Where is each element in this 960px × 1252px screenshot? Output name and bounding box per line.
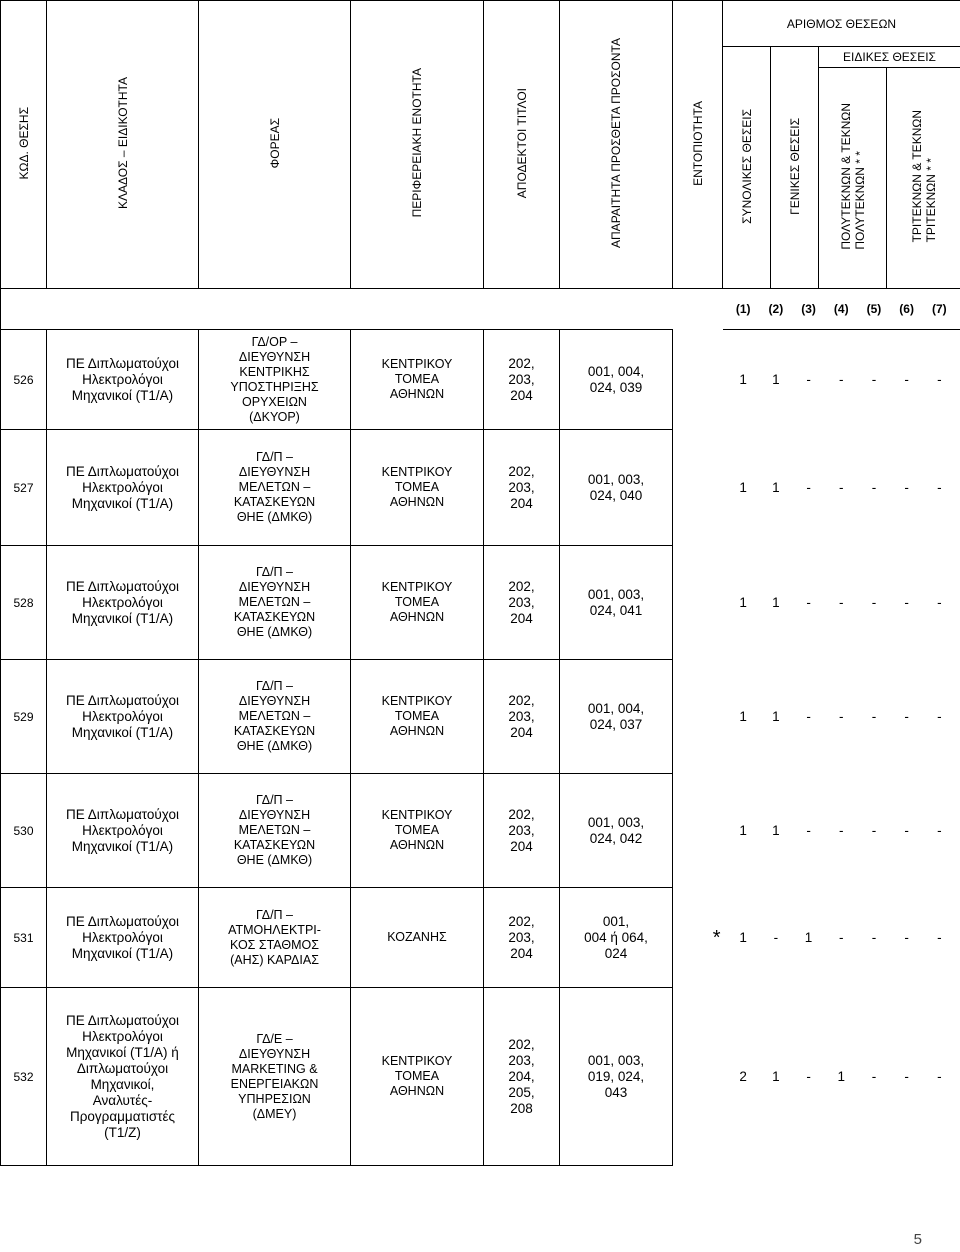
count-value: -: [871, 480, 877, 495]
perifereia-cell-line: ΑΘΗΝΩΝ: [389, 1084, 445, 1098]
counts-group: [723, 823, 960, 838]
prosonta-cell-line: 024, 037: [589, 716, 643, 732]
header-polyteknon-line2: ΠΟΛΥΤΕΚΝΩΝ * *: [852, 151, 867, 250]
count-value: -: [839, 595, 844, 610]
count-value: -: [904, 1069, 909, 1084]
perifereia-cell: [351, 888, 484, 988]
counts-cell: [723, 546, 960, 660]
titloi-cell-line: 204: [510, 387, 533, 403]
entopiotita-cell: [673, 430, 723, 546]
prosonta-cell-line: 024, 040: [589, 487, 643, 503]
titloi-cell-line: 204,: [508, 1068, 535, 1084]
prosonta-cell-line: 004 ή 064,: [584, 929, 648, 945]
klados-cell: [47, 546, 199, 660]
counts-group: [723, 480, 960, 495]
count-value: 1: [739, 709, 747, 724]
perifereia-cell-line: ΑΘΗΝΩΝ: [389, 610, 445, 624]
klados-cell: [47, 430, 199, 546]
foreas-cell-line: ΜΕΛΕΤΩΝ –: [238, 595, 311, 609]
klados-cell-line: Μηχανικοί (Τ1/Α) ή: [66, 1044, 179, 1060]
table-row: [1, 888, 960, 988]
klados-cell-line: Μηχανικοί (Τ1/Α): [71, 838, 174, 854]
header-genikes: ΓΕΝΙΚΕΣ ΘΕΣΕΙΣ: [771, 47, 819, 289]
count-value: 1: [739, 823, 747, 838]
page-number: 5: [913, 1231, 922, 1248]
count-value: -: [839, 709, 844, 724]
prosonta-cell: [560, 888, 673, 988]
klados-cell-line: Ηλεκτρολόγοι: [82, 708, 163, 724]
foreas-cell: [199, 660, 351, 774]
count-value: 1: [772, 480, 780, 495]
column-numbers-spacer: [1, 289, 723, 330]
klados-cell-line: ΠΕ Διπλωματούχοι: [65, 806, 180, 822]
column-number: (4): [833, 302, 849, 316]
klados-cell: [47, 888, 199, 988]
perifereia-cell-line: ΚΕΝΤΡΙΚΟΥ: [381, 357, 453, 371]
table-row: [1, 330, 960, 430]
count-value: -: [806, 372, 811, 388]
count-value: -: [839, 930, 844, 945]
prosonta-cell-line: 001, 003,: [587, 1052, 645, 1068]
count-value: 1: [772, 372, 780, 388]
klados-cell: [47, 660, 199, 774]
foreas-cell-line: ΜΕΛΕΤΩΝ –: [238, 823, 311, 837]
header-foreas: ΦΟΡΕΑΣ: [199, 1, 351, 289]
titloi-cell-line: 204: [510, 945, 533, 961]
counts-cell: [723, 660, 960, 774]
prosonta-cell-line: 024: [604, 945, 628, 961]
count-value: -: [937, 480, 942, 495]
foreas-cell-line: ΘΗΕ (ΔΜΚΘ): [236, 625, 313, 639]
klados-cell: [47, 330, 199, 430]
count-value: -: [806, 709, 811, 724]
header-polyteknon: [819, 68, 887, 289]
klados-cell-line: Ηλεκτρολόγοι: [82, 371, 163, 387]
count-value: -: [904, 709, 909, 724]
counts-cell: [723, 774, 960, 888]
prosonta-cell-line: 001, 003,: [587, 586, 645, 602]
klados-cell-line: Μηχανικοί,: [90, 1076, 155, 1092]
titloi-cell-line: 202,: [508, 463, 535, 479]
header-polyteknon-line1: ΠΟΛΥΤΕΚΝΩΝ & ΤΕΚΝΩΝ: [838, 103, 853, 250]
klados-cell: [47, 988, 199, 1166]
count-value: -: [871, 372, 877, 388]
column-number: (2): [768, 302, 784, 316]
header-apodektoi: ΑΠΟΔΕΚΤΟΙ ΤΙΤΛΟΙ: [484, 1, 560, 289]
foreas-cell-line: ΘΗΕ (ΔΜΚΘ): [236, 739, 313, 753]
perifereia-cell-line: ΚΕΝΤΡΙΚΟΥ: [381, 580, 453, 594]
count-value: 1: [739, 480, 747, 495]
titloi-cell-line: 202,: [508, 355, 535, 371]
perifereia-cell: [351, 660, 484, 774]
count-value: -: [937, 595, 942, 610]
header-kod-thesis: ΚΩΔ. ΘΕΣΗΣ: [1, 1, 47, 289]
titloi-cell: [484, 430, 560, 546]
titloi-cell-line: 202,: [508, 913, 535, 929]
count-value: -: [871, 595, 877, 610]
perifereia-cell-line: ΚΕΝΤΡΙΚΟΥ: [381, 808, 453, 822]
klados-cell: [47, 774, 199, 888]
titloi-cell-line: 203,: [508, 929, 535, 945]
prosonta-cell-line: 024, 041: [589, 602, 643, 618]
table-row: [1, 988, 960, 1166]
foreas-cell-line: ΚΟΣ ΣΤΑΘΜΟΣ: [230, 937, 319, 952]
klados-cell-line: (Τ1/Ζ): [104, 1124, 141, 1140]
header-entopiotita: ΕΝΤΟΠΙΟΤΗΤΑ: [673, 1, 723, 289]
foreas-cell-line: ΑΤΜΟΗΛΕΚΤΡΙ-: [228, 922, 321, 937]
foreas-cell-line: ΔΙΕΥΘΥΝΣΗ: [238, 465, 311, 479]
prosonta-cell-line: 043: [604, 1084, 628, 1100]
header-row-top: [1, 1, 960, 47]
titloi-cell: [484, 660, 560, 774]
foreas-cell-line: (ΑΗΣ) ΚΑΡΔΙΑΣ: [230, 952, 319, 967]
foreas-cell-line: ΥΠΟΣΤΗΡΙΞΗΣ: [230, 379, 319, 394]
perifereia-cell: [351, 546, 484, 660]
counts-group: [723, 709, 960, 724]
count-value: -: [937, 823, 942, 838]
perifereia-cell-line: ΤΟΜΕΑ: [394, 709, 440, 723]
perifereia-cell-line: ΑΘΗΝΩΝ: [389, 724, 445, 738]
foreas-cell-line: ΚΕΝΤΡΙΚΗΣ: [239, 364, 310, 379]
klados-cell-line: ΠΕ Διπλωματούχοι: [65, 1012, 180, 1028]
titloi-cell-line: 202,: [508, 1036, 535, 1052]
klados-cell-line: ΠΕ Διπλωματούχοι: [65, 578, 180, 594]
klados-cell-line: ΠΕ Διπλωματούχοι: [65, 355, 180, 371]
titloi-cell-line: 202,: [508, 806, 535, 822]
position-code: 532: [1, 988, 47, 1166]
klados-cell-line: Προγραμματιστές: [69, 1108, 176, 1124]
titloi-cell: [484, 546, 560, 660]
foreas-cell-line: ΚΑΤΑΣΚΕΥΩΝ: [233, 610, 316, 624]
klados-cell-line: Ηλεκτρολόγοι: [82, 594, 163, 610]
counts-cell: [723, 330, 960, 430]
foreas-cell-line: ΓΔ/Π –: [255, 793, 293, 807]
count-value: -: [839, 372, 844, 388]
prosonta-cell-line: 001, 004,: [587, 363, 645, 379]
count-value: 1: [739, 595, 747, 610]
titloi-cell-line: 208: [510, 1100, 533, 1116]
table-row: [1, 660, 960, 774]
perifereia-cell-line: ΑΘΗΝΩΝ: [389, 387, 445, 401]
counts-group: [723, 595, 960, 610]
count-value: -: [871, 930, 877, 945]
foreas-cell-line: ΓΔ/Π –: [255, 679, 293, 693]
entopiotita-cell: [673, 330, 723, 430]
prosonta-cell-line: 001, 003,: [587, 471, 645, 487]
column-numbers-cell: [723, 289, 960, 330]
column-number: (3): [801, 302, 816, 316]
counts-cell: [723, 988, 960, 1166]
entopiotita-cell: [673, 774, 723, 888]
count-value: -: [937, 1069, 942, 1084]
counts-cell: [723, 430, 960, 546]
foreas-cell-line: ΓΔ/ΟΡ –: [251, 334, 298, 349]
header-eidikes-theseis: ΕΙΔΙΚΕΣ ΘΕΣΕΙΣ: [819, 47, 960, 68]
count-value: 1: [804, 930, 813, 945]
counts-group: [723, 372, 960, 387]
column-numbers-row: [1, 289, 960, 330]
column-number: (5): [866, 302, 882, 316]
prosonta-cell-line: 019, 024,: [587, 1068, 645, 1084]
prosonta-cell-line: 024, 039: [589, 379, 643, 395]
perifereia-cell-line: ΤΟΜΕΑ: [394, 480, 440, 494]
count-value: 1: [772, 709, 780, 724]
perifereia-cell: [351, 774, 484, 888]
header-triteknon: [887, 68, 960, 289]
count-value: 1: [837, 1069, 845, 1084]
foreas-cell-line: ΔΙΕΥΘΥΝΣΗ: [238, 1046, 311, 1061]
foreas-cell-line: ΓΔ/Π –: [255, 450, 293, 464]
count-value: 1: [739, 930, 747, 945]
foreas-cell-line: ΕΝΕΡΓΕΙΑΚΩΝ: [230, 1076, 319, 1091]
count-value: -: [871, 1069, 877, 1084]
count-value: 2: [739, 1069, 747, 1084]
position-code: 527: [1, 430, 47, 546]
count-value: 1: [739, 372, 747, 388]
header-klados: ΚΛΑΔΟΣ – ΕΙΔΙΚΟΤΗΤΑ: [47, 1, 199, 289]
prosonta-cell: [560, 430, 673, 546]
perifereia-cell: [351, 988, 484, 1166]
foreas-cell-line: ΜΕΛΕΤΩΝ –: [238, 480, 311, 494]
titloi-cell: [484, 888, 560, 988]
entopiotita-cell: *: [712, 926, 721, 949]
perifereia-cell: [351, 330, 484, 430]
foreas-cell-line: ΓΔ/Π –: [255, 907, 293, 922]
counts-group: [723, 1069, 960, 1084]
prosonta-cell: [560, 330, 673, 430]
titloi-cell-line: 204: [510, 838, 533, 854]
header-apaitoumena: ΑΠΑΡΑΙΤΗΤΑ ΠΡΟΣΘΕΤΑ ΠΡΟΣΟΝΤΑ: [560, 1, 673, 289]
count-value: 1: [772, 1069, 780, 1084]
entopiotita-cell: [673, 988, 723, 1166]
perifereia-cell-line: ΚΕΝΤΡΙΚΟΥ: [381, 465, 453, 479]
count-value: -: [806, 823, 811, 838]
count-value: -: [806, 595, 811, 610]
titloi-cell-line: 203,: [508, 708, 535, 724]
foreas-cell: [199, 988, 351, 1166]
count-value: -: [937, 709, 942, 724]
klados-cell-line: Μηχανικοί (Τ1/Α): [71, 495, 174, 511]
prosonta-cell-line: 001, 003,: [587, 814, 645, 830]
titloi-cell-line: 203,: [508, 371, 535, 387]
header-arithmos-theseon: ΑΡΙΘΜΟΣ ΘΕΣΕΩΝ: [723, 1, 960, 47]
column-numbers: [723, 302, 960, 316]
position-code: 529: [1, 660, 47, 774]
titloi-cell-line: 203,: [508, 479, 535, 495]
klados-cell-line: Ηλεκτρολόγοι: [82, 1028, 163, 1044]
table-row: [1, 546, 960, 660]
perifereia-cell-line: ΤΟΜΕΑ: [394, 372, 440, 386]
foreas-cell-line: (ΔΜΕΥ): [252, 1106, 297, 1121]
header-perifereiaki: ΠΕΡΙΦΕΡΕΙΑΚΗ ΕΝΟΤΗΤΑ: [351, 1, 484, 289]
count-value: -: [806, 480, 811, 495]
position-code: 531: [1, 888, 47, 988]
titloi-cell-line: 204: [510, 495, 533, 511]
column-number: (6): [899, 302, 914, 316]
perifereia-cell-line: ΚΟΖΑΝΗΣ: [387, 930, 447, 944]
klados-cell-line: Μηχανικοί (Τ1/Α): [71, 387, 174, 403]
position-code: 528: [1, 546, 47, 660]
count-value: -: [773, 930, 779, 945]
foreas-cell-line: ΚΑΤΑΣΚΕΥΩΝ: [233, 495, 316, 509]
count-value: -: [839, 823, 844, 838]
titloi-cell-line: 203,: [508, 594, 535, 610]
table-body: [1, 330, 960, 1166]
titloi-cell: [484, 988, 560, 1166]
prosonta-cell: [560, 988, 673, 1166]
foreas-cell-line: ΓΔ/Ε –: [256, 1031, 293, 1046]
column-number: (1): [735, 302, 751, 316]
perifereia-cell: [351, 430, 484, 546]
count-value: -: [904, 595, 909, 610]
perifereia-cell-line: ΤΟΜΕΑ: [394, 1069, 440, 1083]
foreas-cell: [199, 888, 351, 988]
foreas-cell: [199, 430, 351, 546]
prosonta-cell: [560, 660, 673, 774]
klados-cell-line: ΠΕ Διπλωματούχοι: [65, 913, 180, 929]
table-row: [1, 430, 960, 546]
foreas-cell-line: ΔΙΕΥΘΥΝΣΗ: [238, 580, 311, 594]
header-triteknon-line1: ΤΡΙΤΕΚΝΩΝ & ΤΕΚΝΩΝ: [909, 110, 924, 243]
count-value: 1: [772, 595, 780, 610]
titloi-cell: [484, 330, 560, 430]
position-code: 530: [1, 774, 47, 888]
foreas-cell-line: ΘΗΕ (ΔΜΚΘ): [236, 510, 313, 524]
count-value: -: [839, 480, 844, 495]
foreas-cell-line: ΔΙΕΥΘΥΝΣΗ: [238, 349, 311, 364]
prosonta-cell-line: 001, 004,: [587, 700, 645, 716]
count-value: -: [904, 372, 909, 388]
counts-group: [723, 930, 960, 945]
count-value: -: [904, 930, 909, 945]
count-value: -: [806, 1069, 811, 1084]
header-triteknon-line2: ΤΡΙΤΕΚΝΩΝ * *: [923, 158, 938, 243]
klados-cell-line: Μηχανικοί (Τ1/Α): [71, 610, 174, 626]
prosonta-cell: [560, 546, 673, 660]
header-synolikes: ΣΥΝΟΛΙΚΕΣ ΘΕΣΕΙΣ: [723, 47, 771, 289]
foreas-cell: [199, 546, 351, 660]
perifereia-cell-line: ΚΕΝΤΡΙΚΟΥ: [381, 694, 453, 708]
prosonta-cell-line: 024, 042: [589, 830, 643, 846]
titloi-cell: [484, 774, 560, 888]
foreas-cell-line: ΥΠΗΡΕΣΙΩΝ: [238, 1091, 311, 1106]
perifereia-cell-line: ΑΘΗΝΩΝ: [389, 495, 445, 509]
klados-cell-line: Μηχανικοί (Τ1/Α): [71, 724, 174, 740]
foreas-cell-line: ΔΙΕΥΘΥΝΣΗ: [238, 694, 311, 708]
perifereia-cell-line: ΤΟΜΕΑ: [394, 595, 440, 609]
table-row: [1, 774, 960, 888]
foreas-cell-line: ΓΔ/Π –: [255, 565, 293, 579]
klados-cell-line: Ηλεκτρολόγοι: [82, 479, 163, 495]
foreas-cell-line: ΟΡΥΧΕΙΩΝ: [242, 394, 307, 409]
perifereia-cell-line: ΚΕΝΤΡΙΚΟΥ: [381, 1054, 453, 1068]
klados-cell-line: Ηλεκτρολόγοι: [82, 929, 163, 945]
count-value: -: [871, 823, 877, 838]
klados-cell-line: Μηχανικοί (Τ1/Α): [71, 945, 174, 961]
perifereia-cell-line: ΑΘΗΝΩΝ: [389, 838, 445, 852]
count-value: -: [904, 823, 909, 838]
titloi-cell-line: 204: [510, 610, 533, 626]
foreas-cell-line: (ΔΚΥΟΡ): [249, 409, 300, 424]
klados-cell-line: Αναλυτές-: [92, 1092, 153, 1108]
entopiotita-cell: [673, 660, 723, 774]
titloi-cell-line: 203,: [508, 822, 535, 838]
prosonta-cell-line: 001,: [602, 913, 630, 929]
klados-cell-line: Ηλεκτρολόγοι: [82, 822, 163, 838]
titloi-cell-line: 202,: [508, 692, 535, 708]
perifereia-cell-line: ΤΟΜΕΑ: [394, 823, 440, 837]
prosonta-cell: [560, 774, 673, 888]
foreas-cell-line: ΚΑΤΑΣΚΕΥΩΝ: [233, 838, 316, 852]
foreas-cell: [199, 330, 351, 430]
foreas-cell-line: ΘΗΕ (ΔΜΚΘ): [236, 853, 313, 867]
count-value: -: [904, 480, 909, 495]
foreas-cell-line: ΚΑΤΑΣΚΕΥΩΝ: [233, 724, 316, 738]
klados-cell-line: ΠΕ Διπλωματούχοι: [65, 463, 180, 479]
titloi-cell-line: 204: [510, 724, 533, 740]
foreas-cell-line: ΜΕΛΕΤΩΝ –: [238, 709, 311, 723]
count-value: -: [871, 709, 877, 724]
counts-cell: [723, 888, 960, 988]
position-code: 526: [1, 330, 47, 430]
entopiotita-cell: [673, 546, 723, 660]
count-value: -: [937, 930, 942, 945]
titloi-cell-line: 203,: [508, 1052, 535, 1068]
titloi-cell-line: 205,: [508, 1084, 535, 1100]
foreas-cell-line: MARKETING &: [231, 1061, 318, 1076]
klados-cell-line: Διπλωματούχοι: [76, 1060, 169, 1076]
foreas-cell-line: ΔΙΕΥΘΥΝΣΗ: [238, 808, 311, 822]
foreas-cell: [199, 774, 351, 888]
column-number: (7): [931, 302, 947, 316]
titloi-cell-line: 202,: [508, 578, 535, 594]
count-value: -: [937, 372, 942, 388]
count-value: 1: [772, 823, 780, 838]
klados-cell-line: ΠΕ Διπλωματούχοι: [65, 692, 180, 708]
